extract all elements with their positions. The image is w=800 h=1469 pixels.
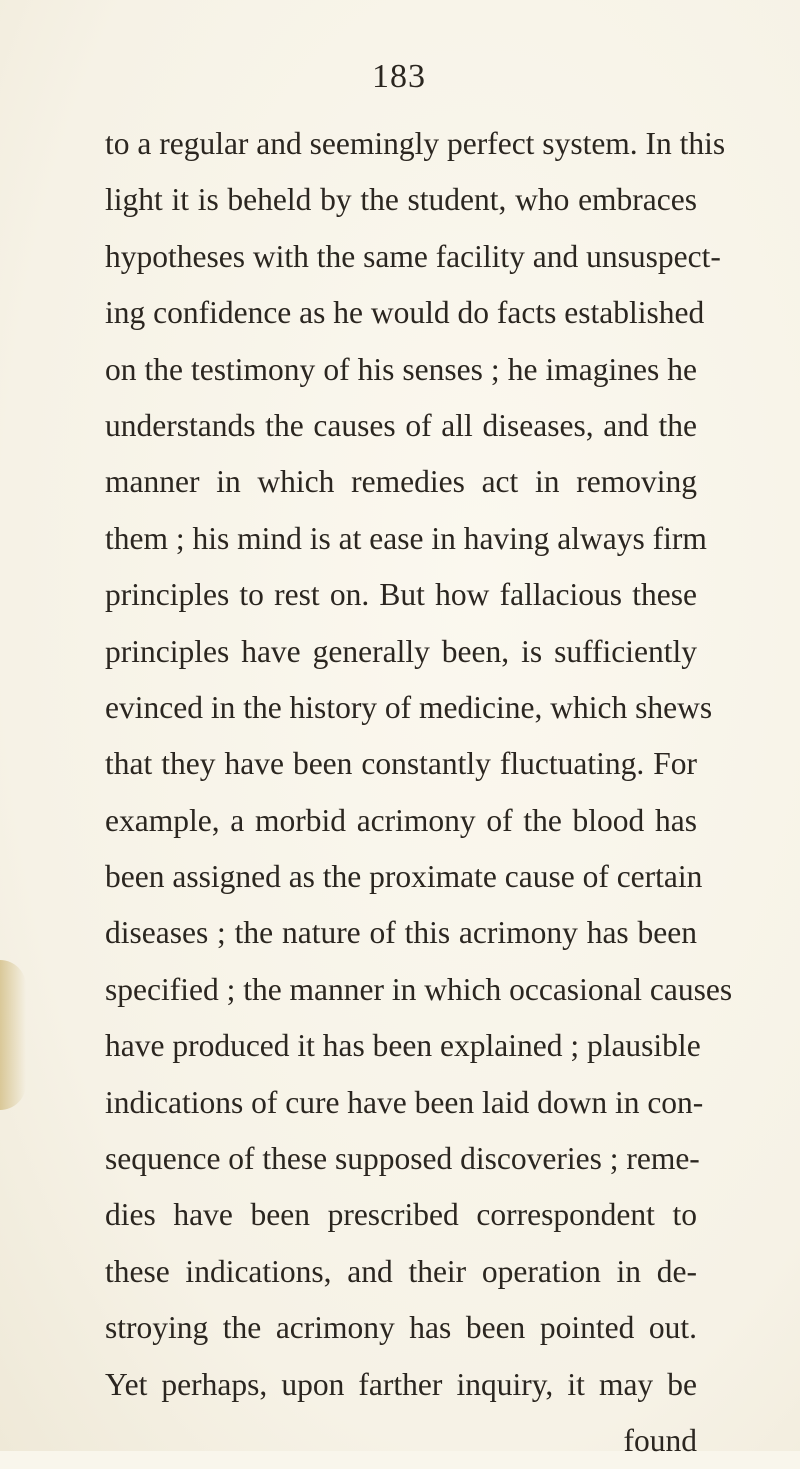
text-line: these indications, and their operation in de- — [105, 1253, 697, 1289]
text-line: principles to rest on. But how fallacious these — [105, 577, 697, 613]
text-line: specified ; the manner in which occasional causes — [105, 971, 733, 1007]
text-line: sequence of these supposed discoveries ; reme- — [105, 1141, 700, 1177]
text-line: manner in which remedies act in removing — [105, 464, 697, 500]
paper-stain — [0, 960, 26, 1110]
text-line: been assigned as the proximate cause of certain — [105, 859, 703, 895]
text-line: understands the causes of all diseases, and the — [105, 407, 697, 443]
text-line: dies have been prescribed correspondent to — [105, 1197, 697, 1233]
body-text — [105, 116, 733, 1469]
text-line: on the testimony of his senses ; he imagines he — [105, 351, 697, 387]
text-line: example, a morbid acrimony of the blood has — [105, 802, 697, 838]
text-line: them ; his mind is at ease in having always firm — [105, 520, 707, 556]
text-line: to a regular and seemingly perfect system. In this — [105, 126, 726, 161]
text-line: principles have generally been, is sufficiently — [105, 633, 697, 669]
text-line: that they have been constantly fluctuating. For — [105, 746, 697, 782]
catchword: found — [623, 1422, 697, 1458]
text-line: have produced it has been explained ; plausible — [105, 1028, 701, 1064]
text-line: diseases ; the nature of this acrimony has been — [105, 915, 697, 951]
text-line: Yet perhaps, upon farther inquiry, it may be — [105, 1366, 697, 1402]
text-line: light it is beheld by the student, who embraces — [105, 182, 697, 218]
text-line: hypotheses with the same facility and unsuspect- — [105, 238, 721, 274]
text-line: ing confidence as he would do facts established — [105, 295, 705, 331]
text-line: indications of cure have been laid down in con- — [105, 1084, 704, 1120]
text-line: evinced in the history of medicine, which shews — [105, 689, 713, 725]
page-number: 183 — [372, 58, 426, 95]
text-line: stroying the acrimony has been pointed out. — [105, 1310, 697, 1346]
